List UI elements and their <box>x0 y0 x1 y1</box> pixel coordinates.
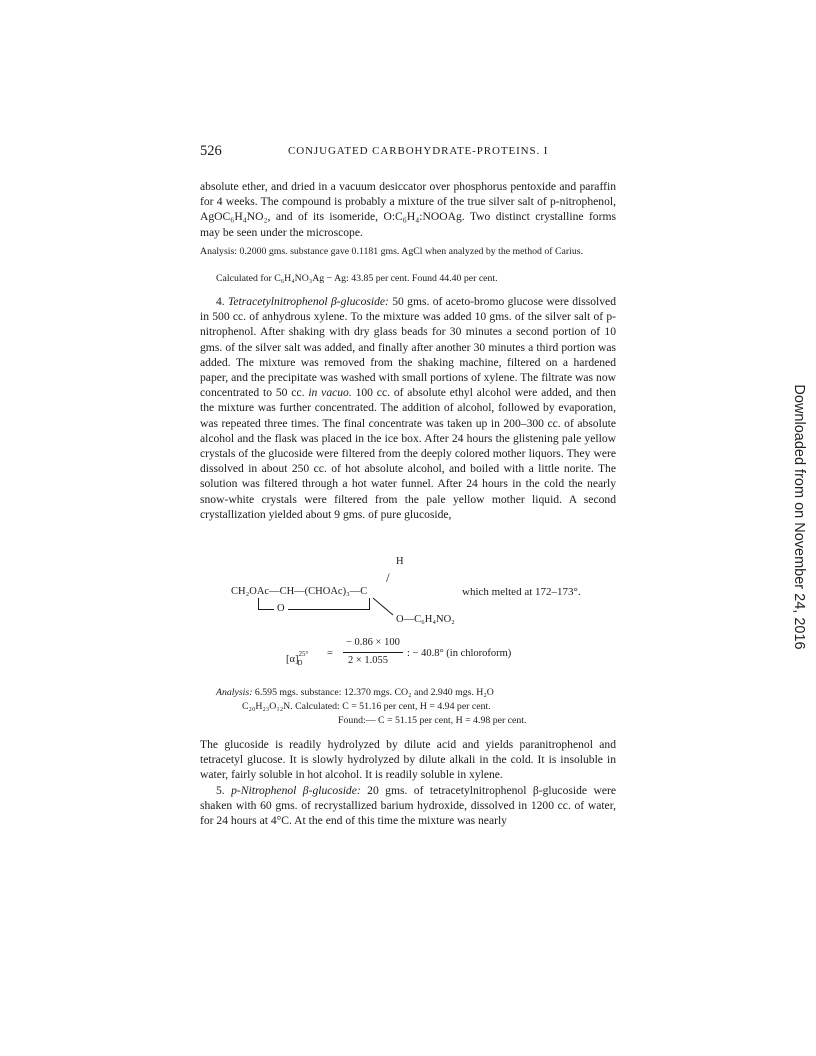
analysis-carius-calculated: Calculated for C₆H₄NO₃Ag − Ag: 43.85 per cent. Found 44.40 per cent. <box>216 273 498 284</box>
ring-bond-bottom-left <box>258 609 274 610</box>
melting-point: which melted at 172–173°. <box>462 586 581 598</box>
structure-h: H <box>396 556 404 567</box>
molecular-formula: C₂₀H₂₃O₁₂N. <box>242 701 293 712</box>
ring-bond-left <box>258 598 259 609</box>
section-5-label: 5. <box>216 784 225 797</box>
rotation-equals: = <box>327 648 333 659</box>
analysis-label: Analysis: <box>216 687 253 698</box>
section-4-paragraph <box>200 294 616 522</box>
in-vacuo: in vacuo. <box>308 386 352 400</box>
running-head: CONJUGATED CARBOHYDRATE-PROTEINS. I <box>288 145 549 157</box>
structure-ring-oxygen: O <box>277 603 285 614</box>
structure-main-chain: CH₂OAc—CH—(CHOAc)₃—C <box>231 586 368 597</box>
structure-bond-slash: / <box>386 570 390 585</box>
section-4-label: 4. <box>216 295 225 308</box>
section-4-text-continued: 100 cc. of absolute ethyl alcohol were added, and then the mixture was further concentrated. The addition of alcohol, followed by evaporation, was repeated three times. The final concentrate was taken up in 200–300 cc. of absolute alcohol and the flask was placed in the ice box. After 24 hours the glistening pale yellow crystals of the glucoside were filtered from the deeply colored mother liquors. They were dissolved in about 250 cc. of hot absolute alcohol, and boiled with a little norite. The solution was filtered through a hot water funnel. After 24 hours in the cold the nearly snow-white crystals were filtered from the pale yellow mother liquid. A second crystallization yielded about 9 gms. of pure glucoside, <box>200 386 616 521</box>
microanalysis-line: Analysis: 6.595 mgs. substance: 12.370 mgs. CO₂ and 2.940 mgs. H₂O <box>216 687 494 698</box>
structure-substituent: O—C₆H₄NO₂ <box>396 614 455 625</box>
download-watermark: Downloaded from on November 24, 2016 <box>791 384 807 650</box>
paragraph-hydrolysis: The glucoside is readily hydrolyzed by dilute acid and yields paranitrophenol and tetracetyl glucose. It is slowly hydrolyzed by dilute alkali in the cold. It is insoluble in water, fairly soluble in hot alcohol. It is readily soluble in xylene. <box>200 738 616 782</box>
microanalysis-found: Found:— C = 51.15 per cent, H = 4.98 per cent. <box>338 715 527 726</box>
substituent-bond <box>372 597 396 617</box>
page-number: 526 <box>200 143 222 159</box>
microanalysis-calculated: C₂₀H₂₃O₁₂N. Calculated: C = 51.16 per cent, H = 4.94 per cent. <box>242 701 491 712</box>
analysis-carius: Analysis: 0.2000 gms. substance gave 0.1181 gms. AgCl when analyzed by the method of Carius. <box>200 246 584 257</box>
rotation-denominator: 2 × 1.055 <box>348 655 389 666</box>
paragraph-ether-drying: absolute ether, and dried in a vacuum desiccator over phosphorus pentoxide and paraffin for 4 weeks. The compound is probably a mixture of the true silver salt of p-nitrophenol, AgOC₆H₄NO₂, and of its isomeride, O:C₆H₄:NOOAg. Two distinct crystalline forms may be seen under the microscope. <box>200 180 616 239</box>
section-4-text: 50 gms. of aceto-bromo glucose were dissolved in 500 cc. of anhydrous xylene. To the mixture was added 10 gms. of the silver salt of p-nitrophenol. After shaking with dry glass beads for 30 minutes a second portion of 10 gms. of the silver salt was added, and finally after another 30 minutes a third portion was added. The mixture was removed from the shaking machine, filtered on a hardened paper, and the precipitate was washed with small portions of xylene. The filtrate was now concentrated to 50 cc. <box>200 295 616 400</box>
rotation-symbol: $[\alpha]^{25^\circ}_D$ <box>286 650 309 668</box>
section-5-paragraph <box>200 783 616 829</box>
section-4-title: Tetracetylnitrophenol β-glucoside: <box>228 295 389 308</box>
fraction-bar <box>343 652 403 653</box>
ring-bond-bottom-right <box>288 609 370 610</box>
rotation-result: : − 40.8° (in chloroform) <box>407 648 512 659</box>
rotation-numerator: − 0.86 × 100 <box>346 637 400 648</box>
section-5-text: 20 gms. of tetracetylnitrophenol β-glucoside were shaken with 60 gms. of recrystallized barium hydroxide, dissolved in 1200 cc. of water, for 24 hours at 4°C. At the end of this time the mixture was nearly <box>200 784 616 828</box>
ring-bond-right <box>369 598 370 609</box>
section-5-title: p-Nitrophenol β-glucoside: <box>231 784 361 797</box>
